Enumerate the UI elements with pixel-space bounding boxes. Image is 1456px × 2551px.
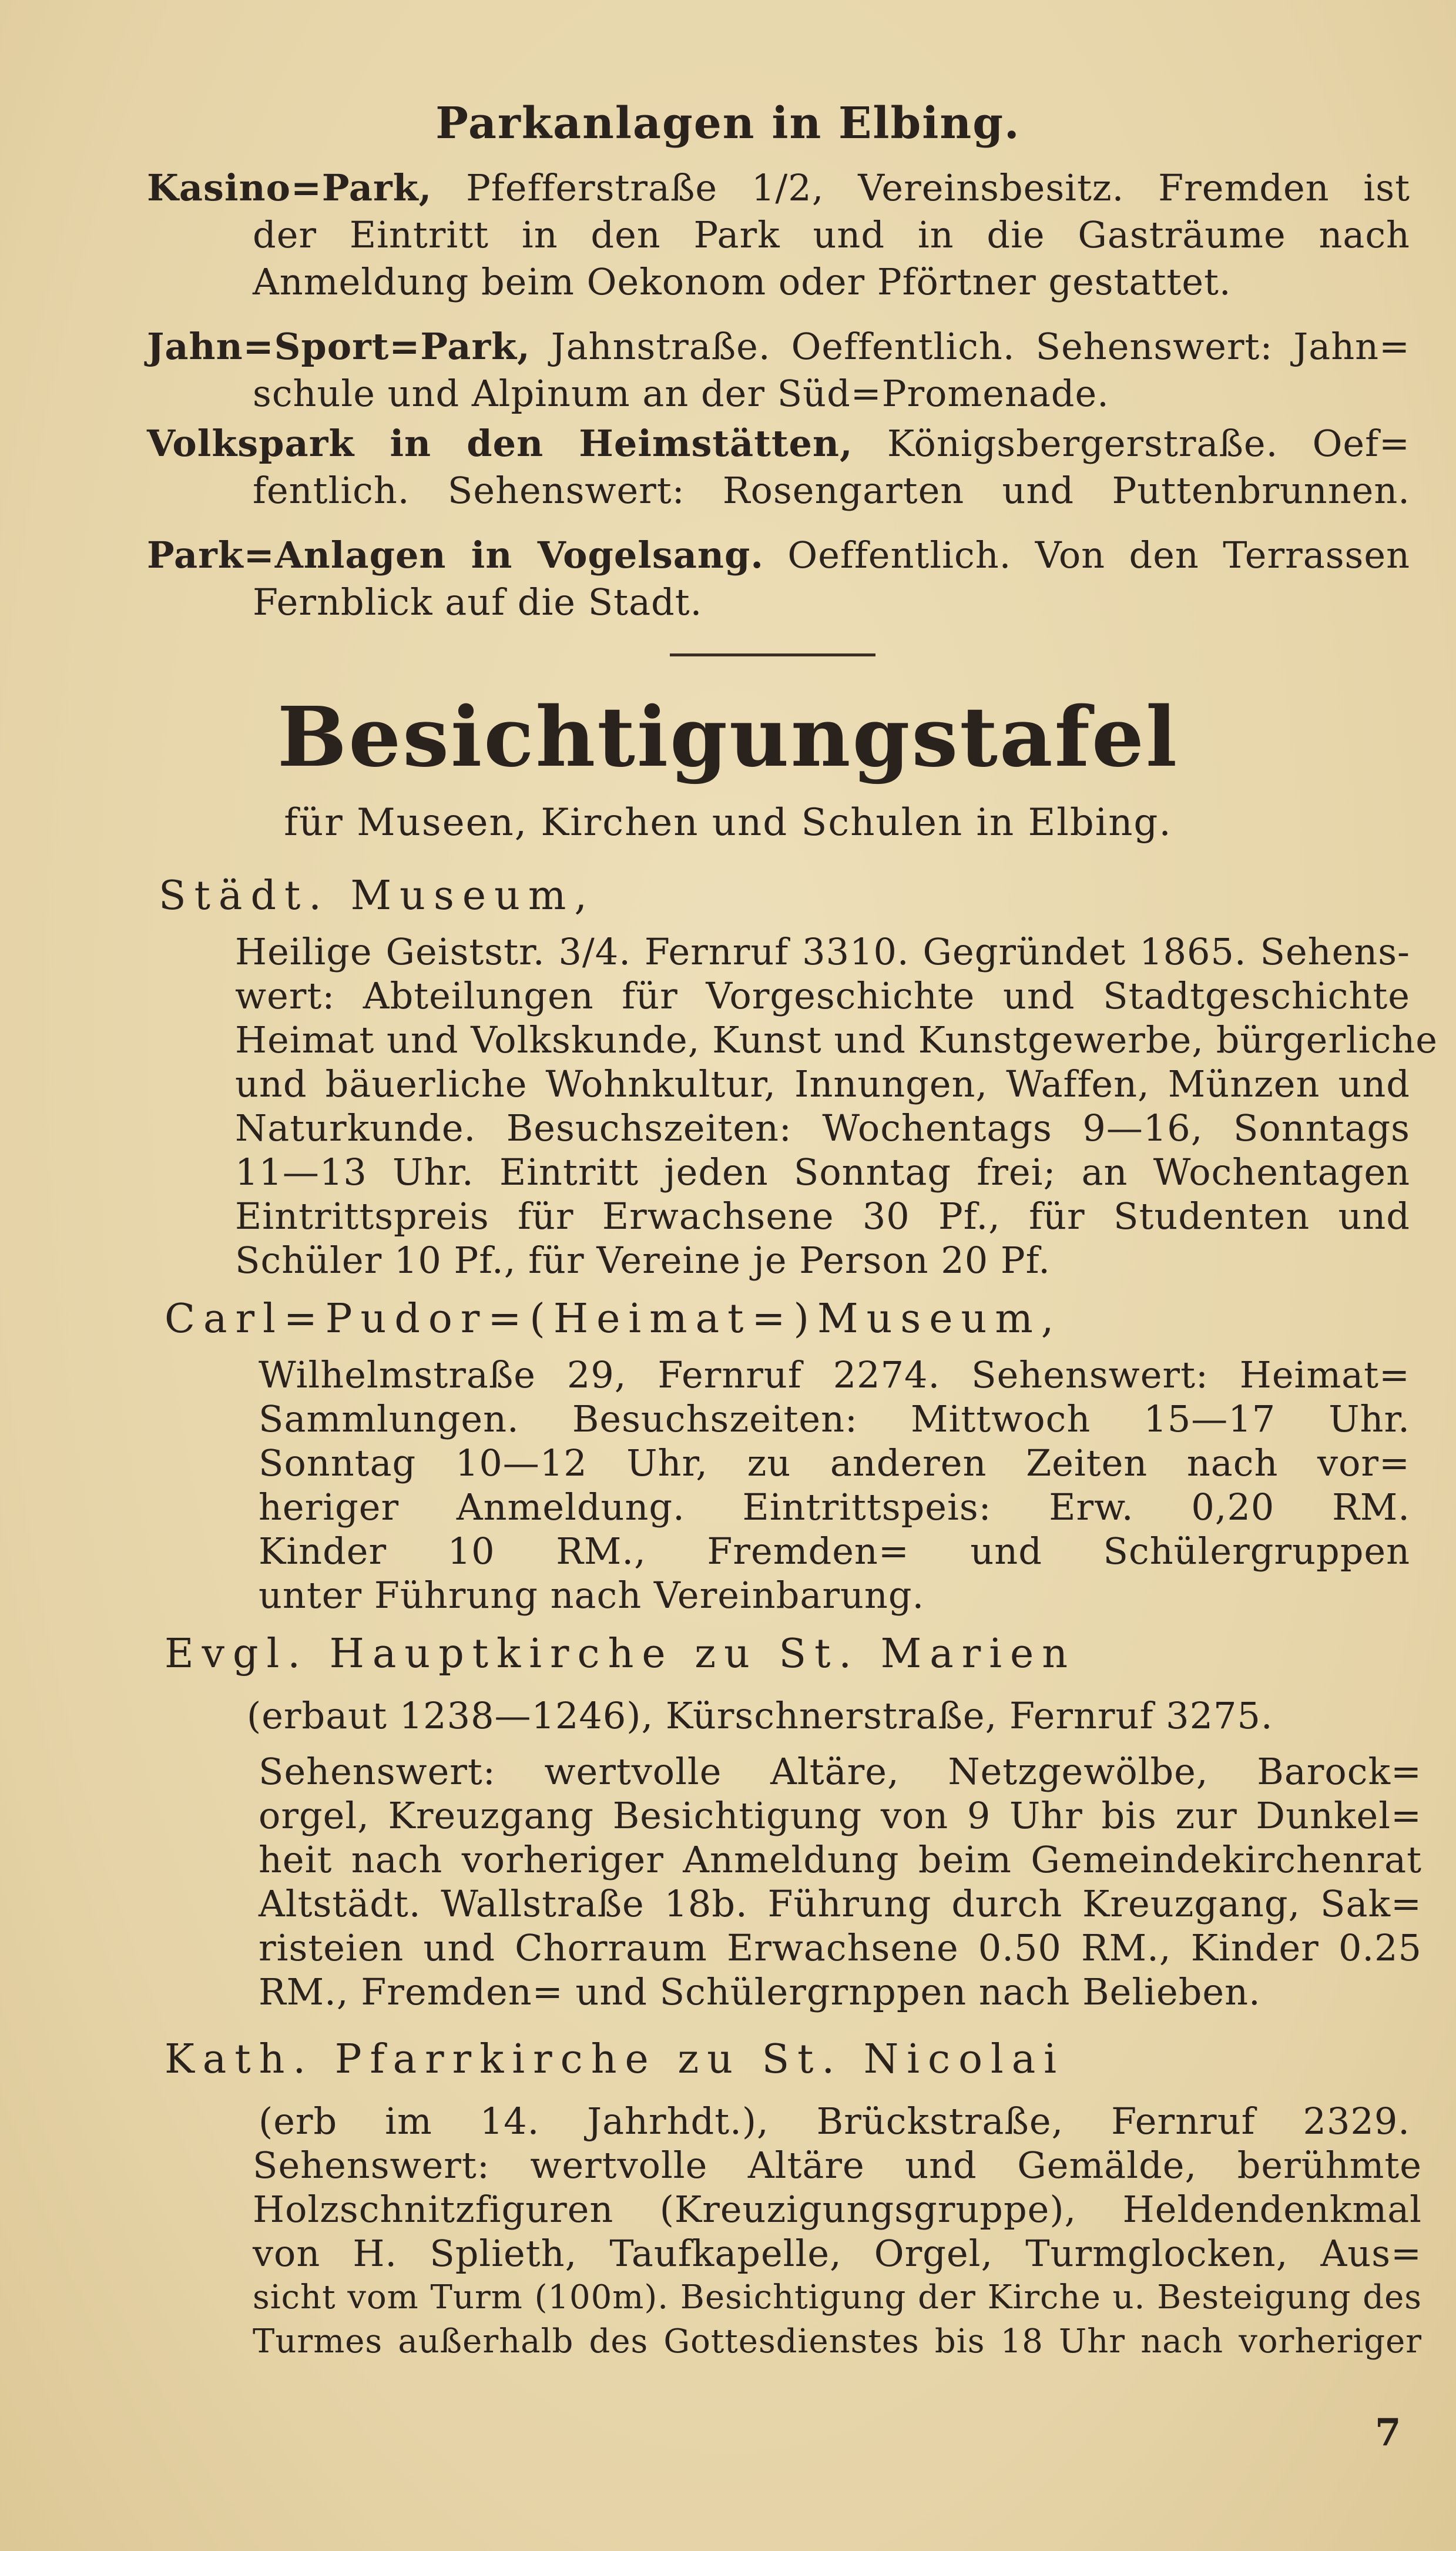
page-subtitle: für Museen, Kirchen und Schulen in Elbing.: [284, 801, 1172, 844]
section-line: Turmes außerhalb des Gottesdienstes bis 18 Uhr nach vorheriger: [253, 2322, 1422, 2361]
park-line: Park=Anlagen in Vogelsang. Oeffentlich. Von den Terrassen: [147, 534, 1410, 576]
section-heading: Evgl. Hauptkirche zu St. Marien: [165, 1631, 1076, 1677]
park-line: Kasino=Park, Pfefferstraße 1/2, Vereinsbesitz. Fremden ist: [147, 166, 1410, 209]
park-line: schule und Alpinum an der Süd=Promenade.: [253, 372, 1109, 415]
section-line: (erb im 14. Jahrhdt.), Brückstraße, Fernruf 2329.: [259, 2100, 1410, 2143]
section-line: heit nach vorheriger Anmeldung beim Gemeindekirchenrat: [259, 1838, 1422, 1881]
section-line: unter Führung nach Vereinbarung.: [259, 1574, 925, 1617]
section-heading: Kath. Pfarrkirche zu St. Nicolai: [165, 2036, 1065, 2083]
section-line: von H. Splieth, Taufkapelle, Orgel, Turmglocken, Aus=: [253, 2232, 1422, 2275]
parks-title: Parkanlagen in Elbing.: [435, 98, 1021, 149]
section-heading: Städt. Museum,: [159, 873, 595, 919]
section-line: Sehenswert: wertvolle Altäre, Netzgewölbe, Barock=: [259, 1750, 1422, 1793]
park-line: Volkspark in den Heimstätten, Königsbergerstraße. Oef=: [147, 422, 1410, 465]
section-line: sicht vom Turm (100m). Besichtigung der Kirche u. Besteigung des: [253, 2278, 1422, 2317]
divider-rule: [670, 653, 875, 656]
section-line: 11—13 Uhr. Eintritt jeden Sonntag frei; an Wochentagen: [235, 1151, 1410, 1194]
park-line: fentlich. Sehenswert: Rosengarten und Puttenbrunnen.: [253, 469, 1410, 512]
section-line: Sehenswert: wertvolle Altäre und Gemälde, berühmte: [253, 2144, 1422, 2187]
park-line: Anmeldung beim Oekonom oder Pförtner gestattet.: [253, 260, 1232, 303]
park-line: Jahn=Sport=Park, Jahnstraße. Oeffentlich. Sehenswert: Jahn=: [147, 325, 1410, 368]
section-line: heriger Anmeldung. Eintrittspeis: Erw. 0,20 RM.: [259, 1486, 1410, 1528]
section-line: Schüler 10 Pf., für Vereine je Person 20 Pf.: [235, 1239, 1051, 1282]
section-line: Sammlungen. Besuchszeiten: Mittwoch 15—17 Uhr.: [259, 1397, 1410, 1440]
section-line: Kinder 10 RM., Fremden= und Schülergruppen: [259, 1530, 1410, 1573]
section-heading: Carl=Pudor=(Heimat=)Museum,: [165, 1296, 1062, 1342]
page-number: 7: [1375, 2411, 1401, 2455]
section-line: Naturkunde. Besuchszeiten: Wochentags 9—16, Sonntags: [235, 1107, 1410, 1149]
section-line: Heilige Geiststr. 3/4. Fernruf 3310. Gegründet 1865. Sehens-: [235, 930, 1410, 973]
section-line: Holzschnitzfiguren (Kreuzigungsgruppe), Heldendenkmal: [253, 2188, 1422, 2231]
section-line: (erbaut 1238—1246), Kürschnerstraße, Fernruf 3275.: [247, 1694, 1273, 1737]
section-line: Altstädt. Wallstraße 18b. Führung durch Kreuzgang, Sak=: [259, 1882, 1422, 1925]
section-line: RM., Fremden= und Schülergrnppen nach Belieben.: [259, 1970, 1261, 2013]
section-line: risteien und Chorraum Erwachsene 0.50 RM., Kinder 0.25: [259, 1926, 1422, 1969]
section-line: orgel, Kreuzgang Besichtigung von 9 Uhr bis zur Dunkel=: [259, 1794, 1422, 1837]
page-title: Besichtigungstafel: [277, 689, 1179, 786]
section-line: Sonntag 10—12 Uhr, zu anderen Zeiten nach vor=: [259, 1442, 1410, 1484]
section-line: Eintrittspreis für Erwachsene 30 Pf., für Studenten und: [235, 1195, 1410, 1238]
section-line: und bäuerliche Wohnkultur, Innungen, Waffen, Münzen und: [235, 1062, 1410, 1105]
park-line: Fernblick auf die Stadt.: [253, 581, 703, 623]
section-line: wert: Abteilungen für Vorgeschichte und Stadtgeschichte: [235, 974, 1410, 1017]
section-line: Wilhelmstraße 29, Fernruf 2274. Sehenswert: Heimat=: [259, 1353, 1410, 1396]
park-line: der Eintritt in den Park und in die Gasträume nach: [253, 213, 1410, 256]
section-line: Heimat und Volkskunde, Kunst und Kunstgewerbe, bürgerliche: [235, 1018, 1438, 1061]
